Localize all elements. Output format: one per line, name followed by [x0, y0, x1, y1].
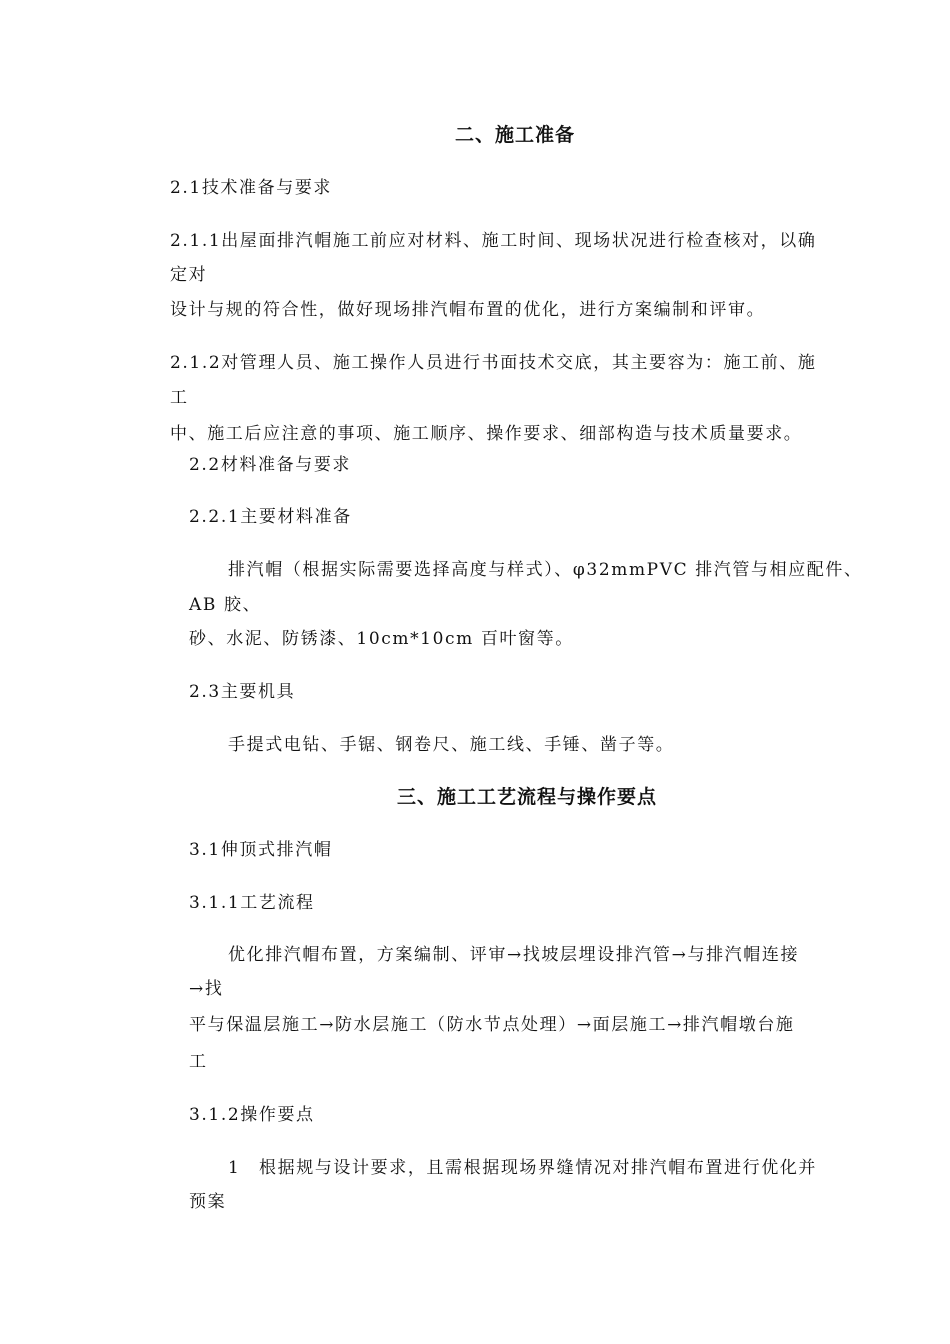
materials-line3: 砂、水泥、防锈漆、10cm*10cm 百叶窗等。	[189, 629, 574, 649]
paragraph-2-1-2-line2: 工	[170, 388, 189, 408]
paragraph-2-1-1-line2: 定对	[170, 265, 208, 285]
paragraph-2-1-1-line1: 2.1.1出屋面排汽帽施工前应对材料、施工时间、现场状况进行检查核对，以确	[170, 231, 817, 251]
section-3-heading: 三、施工工艺流程与操作要点	[397, 786, 658, 808]
subsection-3-1-2: 3.1.2操作要点	[189, 1105, 315, 1125]
point-1-line1: 1 根据规与设计要求，且需根据现场界缝情况对排汽帽布置进行优化并	[228, 1158, 818, 1178]
flow-line4: 工	[189, 1052, 208, 1072]
materials-line1: 排汽帽（根据实际需要选择高度与样式）、φ32mmPVC 排汽管与相应配件、	[228, 560, 863, 580]
flow-line1: 优化排汽帽布置，方案编制、评审→找坡层埋设排汽管→与排汽帽连接	[228, 945, 800, 965]
point-1-line2: 预案	[189, 1192, 227, 1212]
flow-line3: 平与保温层施工→防水层施工（防水节点处理）→面层施工→排汽帽墩台施	[189, 1015, 795, 1035]
subsection-2-3: 2.3主要机具	[189, 682, 296, 702]
section-2-heading: 二、施工准备	[455, 124, 576, 146]
paragraph-2-1-2-line1: 2.1.2对管理人员、施工操作人员进行书面技术交底，其主要容为：施工前、施	[170, 353, 817, 373]
subsection-3-1-1: 3.1.1工艺流程	[189, 893, 315, 913]
tools-line: 手提式电钻、手锯、钢卷尺、施工线、手锤、凿子等。	[228, 735, 675, 755]
paragraph-2-1-1-line3: 设计与规的符合性，做好现场排汽帽布置的优化，进行方案编制和评审。	[170, 300, 766, 320]
subsection-2-2-1: 2.2.1主要材料准备	[189, 507, 352, 527]
paragraph-2-1-2-line3: 中、施工后应注意的事项、施工顺序、操作要求、细部构造与技术质量要求。	[170, 424, 803, 444]
materials-line2: AB 胶、	[189, 595, 262, 615]
subsection-2-1: 2.1技术准备与要求	[170, 178, 333, 198]
subsection-3-1: 3.1伸顶式排汽帽	[189, 840, 333, 860]
subsection-2-2: 2.2材料准备与要求	[189, 455, 352, 475]
flow-line2: →找	[189, 979, 224, 999]
